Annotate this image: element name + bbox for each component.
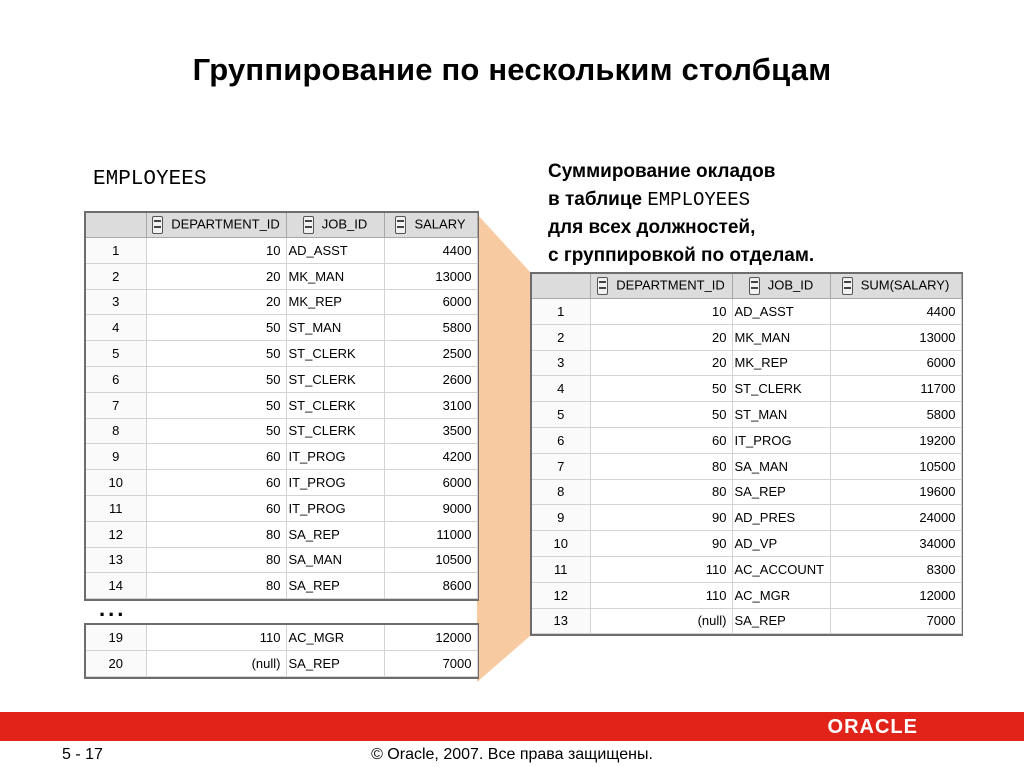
row-number-cell[interactable]: 10 (532, 531, 590, 557)
job-id-cell[interactable]: AC_ACCOUNT (732, 556, 830, 582)
salary-cell[interactable]: 19200 (830, 427, 961, 453)
department-id-cell[interactable]: 60 (146, 444, 286, 470)
department-id-cell[interactable]: 90 (590, 505, 732, 531)
salary-cell[interactable]: 13000 (830, 324, 961, 350)
job-id-cell[interactable]: SA_REP (286, 521, 384, 547)
table-row[interactable] (86, 289, 477, 315)
salary-cell[interactable]: 3100 (384, 392, 477, 418)
table-row[interactable] (532, 556, 961, 582)
row-number-cell[interactable]: 6 (532, 427, 590, 453)
row-number-cell[interactable]: 10 (86, 470, 146, 496)
department-id-cell[interactable]: 50 (146, 341, 286, 367)
row-number-cell[interactable]: 7 (86, 392, 146, 418)
table-row[interactable] (532, 582, 961, 608)
salary-cell[interactable]: 8300 (830, 556, 961, 582)
right-table-caption (548, 158, 814, 270)
row-number-cell[interactable]: 12 (86, 521, 146, 547)
department-id-cell[interactable]: 110 (146, 625, 286, 650)
row-number-cell[interactable]: 2 (86, 263, 146, 289)
column-header-label: JOB_ID (767, 277, 814, 293)
salary-cell[interactable]: 13000 (384, 263, 477, 289)
table-row[interactable] (86, 263, 477, 289)
table-row[interactable] (86, 521, 477, 547)
sort-icon (303, 216, 314, 234)
table-row[interactable] (86, 366, 477, 392)
salary-cell[interactable]: 4400 (830, 299, 961, 325)
salary-cell[interactable]: 12000 (384, 625, 477, 650)
table-row[interactable] (532, 376, 961, 402)
job-id-cell[interactable]: MK_MAN (732, 324, 830, 350)
table-row[interactable] (86, 315, 477, 341)
department-id-cell[interactable]: 50 (146, 392, 286, 418)
row-number-cell[interactable]: 7 (532, 453, 590, 479)
table-row[interactable] (532, 324, 961, 350)
table-row[interactable] (532, 453, 961, 479)
column-header-label: DEPARTMENT_ID (171, 216, 280, 232)
salary-cell[interactable]: 24000 (830, 505, 961, 531)
job-id-cell[interactable]: AD_PRES (732, 505, 830, 531)
department-id-cell[interactable]: 50 (590, 402, 732, 428)
table-row[interactable] (86, 625, 477, 650)
left-table-caption: EMPLOYEES (93, 168, 207, 191)
department-id-cell[interactable]: 90 (590, 531, 732, 557)
row-number-cell[interactable]: 1 (532, 299, 590, 325)
row-number-cell[interactable]: 13 (532, 608, 590, 634)
salary-cell[interactable]: 2600 (384, 366, 477, 392)
job-id-cell[interactable]: SA_REP (286, 573, 384, 599)
row-number-cell[interactable]: 9 (86, 444, 146, 470)
table-row[interactable] (532, 350, 961, 376)
column-header[interactable] (384, 213, 477, 238)
caption-line-2 (548, 186, 814, 214)
job-id-cell[interactable]: IT_PROG (286, 495, 384, 521)
job-id-cell[interactable]: SA_REP (286, 650, 384, 676)
department-id-cell[interactable]: 20 (146, 289, 286, 315)
salary-cell[interactable]: 10500 (384, 547, 477, 573)
employees-table (86, 213, 478, 599)
job-id-cell[interactable]: ST_MAN (732, 402, 830, 428)
sort-icon (842, 277, 853, 295)
table-row[interactable] (532, 531, 961, 557)
salary-cell[interactable]: 6000 (384, 470, 477, 496)
sort-icon (152, 216, 163, 234)
sort-icon (749, 277, 760, 295)
department-id-cell[interactable]: 80 (590, 453, 732, 479)
row-number-cell[interactable]: 14 (86, 573, 146, 599)
column-header[interactable] (732, 274, 830, 299)
column-header-label: SALARY (414, 216, 466, 232)
table-row[interactable] (86, 470, 477, 496)
job-id-cell[interactable]: SA_MAN (286, 547, 384, 573)
table-row[interactable] (86, 495, 477, 521)
copyright-notice: © Oracle, 2007. Все права защищены. (371, 746, 653, 763)
department-id-cell[interactable]: (null) (146, 650, 286, 676)
job-id-cell[interactable]: ST_CLERK (286, 392, 384, 418)
caption-table-name: EMPLOYEES (647, 189, 750, 211)
job-id-cell[interactable]: MK_MAN (286, 263, 384, 289)
salary-cell[interactable]: 10500 (830, 453, 961, 479)
salary-cell[interactable]: 8600 (384, 573, 477, 599)
table-row[interactable] (86, 650, 477, 676)
caption-line-2-text: в таблице (548, 189, 643, 210)
salary-cell[interactable]: 11000 (384, 521, 477, 547)
grouped-sum-table (532, 274, 962, 634)
department-id-cell[interactable]: 20 (590, 324, 732, 350)
job-id-cell[interactable]: AC_MGR (732, 582, 830, 608)
row-number-cell[interactable]: 1 (86, 238, 146, 264)
row-number-cell[interactable]: 19 (86, 625, 146, 650)
column-header-label: JOB_ID (321, 216, 368, 232)
salary-cell[interactable]: 7000 (384, 650, 477, 676)
job-id-cell[interactable]: ST_CLERK (732, 376, 830, 402)
employees-grid-tail (84, 623, 479, 679)
table-row[interactable] (532, 402, 961, 428)
row-number-cell[interactable]: 9 (532, 505, 590, 531)
caption-line-4: с группировкой по отделам. (548, 245, 815, 266)
table-row[interactable] (532, 479, 961, 505)
department-id-cell[interactable]: 110 (590, 556, 732, 582)
row-number-cell[interactable]: 4 (86, 315, 146, 341)
table-row[interactable] (532, 505, 961, 531)
salary-cell[interactable]: 4200 (384, 444, 477, 470)
table-row[interactable] (86, 444, 477, 470)
table-row[interactable] (86, 418, 477, 444)
rows-omitted-ellipsis: ... (99, 596, 127, 621)
column-header[interactable] (286, 213, 384, 238)
job-id-cell[interactable]: MK_REP (286, 289, 384, 315)
salary-cell[interactable]: 4400 (384, 238, 477, 264)
table-row[interactable] (86, 392, 477, 418)
job-id-cell[interactable]: ST_CLERK (286, 366, 384, 392)
row-number-cell[interactable]: 6 (86, 366, 146, 392)
department-id-cell[interactable]: 80 (146, 573, 286, 599)
row-number-cell[interactable]: 8 (532, 479, 590, 505)
column-header[interactable] (830, 274, 961, 299)
job-id-cell[interactable]: IT_PROG (732, 427, 830, 453)
department-id-cell[interactable]: 60 (146, 495, 286, 521)
row-number-cell[interactable]: 11 (86, 495, 146, 521)
department-id-cell[interactable]: 50 (590, 376, 732, 402)
salary-cell[interactable]: 5800 (384, 315, 477, 341)
row-number-cell[interactable]: 5 (86, 341, 146, 367)
department-id-cell[interactable]: 60 (590, 427, 732, 453)
department-id-cell[interactable]: (null) (590, 608, 732, 634)
row-number-cell[interactable]: 4 (532, 376, 590, 402)
salary-cell[interactable]: 3500 (384, 418, 477, 444)
row-number-cell[interactable]: 5 (532, 402, 590, 428)
column-header[interactable] (146, 213, 286, 238)
job-id-cell[interactable]: ST_CLERK (286, 418, 384, 444)
slide-title: Группирование по нескольким столбцам (192, 52, 832, 87)
row-number-cell[interactable]: 3 (532, 350, 590, 376)
department-id-cell[interactable]: 80 (146, 547, 286, 573)
row-number-cell[interactable]: 2 (532, 324, 590, 350)
table-row[interactable] (532, 299, 961, 325)
table-row[interactable] (86, 547, 477, 573)
department-id-cell[interactable]: 50 (146, 315, 286, 341)
grouped-sum-grid (530, 272, 963, 636)
row-number-cell[interactable]: 3 (86, 289, 146, 315)
row-number-header (86, 213, 146, 238)
sort-icon (597, 277, 608, 295)
job-id-cell[interactable]: SA_REP (732, 608, 830, 634)
salary-cell[interactable]: 11700 (830, 376, 961, 402)
row-number-header (532, 274, 590, 299)
salary-cell[interactable]: 12000 (830, 582, 961, 608)
department-id-cell[interactable]: 50 (146, 418, 286, 444)
department-id-cell[interactable]: 20 (146, 263, 286, 289)
department-id-cell[interactable]: 60 (146, 470, 286, 496)
job-id-cell[interactable]: SA_MAN (732, 453, 830, 479)
row-number-cell[interactable]: 12 (532, 582, 590, 608)
job-id-cell[interactable]: AD_VP (732, 531, 830, 557)
job-id-cell[interactable]: AC_MGR (286, 625, 384, 650)
caption-line-3: для всех должностей, (548, 217, 756, 238)
job-id-cell[interactable]: ST_MAN (286, 315, 384, 341)
department-id-cell[interactable]: 20 (590, 350, 732, 376)
salary-cell[interactable]: 19600 (830, 479, 961, 505)
department-id-cell[interactable]: 110 (590, 582, 732, 608)
department-id-cell[interactable]: 80 (146, 521, 286, 547)
salary-cell[interactable]: 34000 (830, 531, 961, 557)
row-number-cell[interactable]: 11 (532, 556, 590, 582)
row-number-cell[interactable]: 8 (86, 418, 146, 444)
row-number-cell[interactable]: 13 (86, 547, 146, 573)
table-row[interactable] (86, 341, 477, 367)
salary-cell[interactable]: 5800 (830, 402, 961, 428)
department-id-cell[interactable]: 50 (146, 366, 286, 392)
salary-cell[interactable]: 6000 (830, 350, 961, 376)
connector-polygon (477, 214, 530, 682)
employees-table-tail (86, 625, 478, 677)
job-id-cell[interactable]: SA_REP (732, 479, 830, 505)
employees-grid (84, 211, 479, 601)
job-id-cell[interactable]: AD_ASST (732, 299, 830, 325)
row-number-cell[interactable]: 20 (86, 650, 146, 676)
job-id-cell[interactable]: IT_PROG (286, 444, 384, 470)
salary-cell[interactable]: 7000 (830, 608, 961, 634)
table-header-row (532, 274, 961, 299)
sort-icon (395, 216, 406, 234)
caption-line-1: Суммирование окладов (548, 161, 776, 182)
column-header[interactable] (590, 274, 732, 299)
oracle-logo: ORACLE (827, 716, 918, 738)
salary-cell[interactable]: 6000 (384, 289, 477, 315)
table-row[interactable] (86, 573, 477, 599)
department-id-cell[interactable]: 10 (146, 238, 286, 264)
page-number: 5 - 17 (62, 746, 103, 763)
salary-cell[interactable]: 2500 (384, 341, 477, 367)
job-id-cell[interactable]: AD_ASST (286, 238, 384, 264)
column-header-label: SUM(SALARY) (860, 277, 950, 293)
table-header-row (86, 213, 477, 238)
department-id-cell[interactable]: 10 (590, 299, 732, 325)
table-row[interactable] (86, 238, 477, 264)
job-id-cell[interactable]: IT_PROG (286, 470, 384, 496)
department-id-cell[interactable]: 80 (590, 479, 732, 505)
salary-cell[interactable]: 9000 (384, 495, 477, 521)
table-row[interactable] (532, 608, 961, 634)
table-row[interactable] (532, 427, 961, 453)
job-id-cell[interactable]: ST_CLERK (286, 341, 384, 367)
job-id-cell[interactable]: MK_REP (732, 350, 830, 376)
column-header-label: DEPARTMENT_ID (616, 277, 725, 293)
